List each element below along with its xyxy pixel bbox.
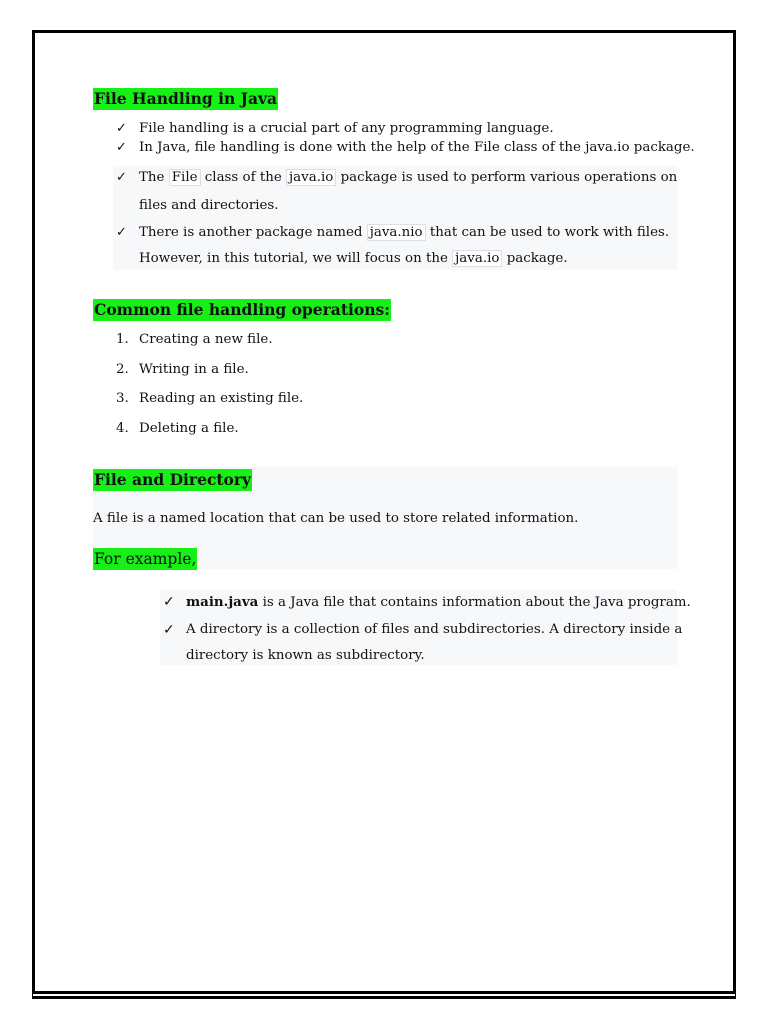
list-item: The File class of the java.io package is used to perform various operations on bbox=[139, 170, 678, 185]
paragraph: A file is a named location that can be used to store related information. bbox=[93, 511, 579, 526]
inline-code: java.io bbox=[286, 169, 336, 186]
checkmark-icon: ✓ bbox=[116, 170, 127, 185]
list-number: 4. bbox=[116, 421, 129, 436]
list-number: 2. bbox=[116, 362, 129, 377]
list-item: Reading an existing file. bbox=[139, 391, 304, 406]
checkmark-icon: ✓ bbox=[163, 622, 175, 638]
list-item: File handling is a crucial part of any programming language. bbox=[139, 121, 554, 136]
inline-code: File bbox=[169, 169, 201, 186]
list-item-continuation: files and directories. bbox=[139, 198, 279, 213]
list-item: Writing in a file. bbox=[139, 362, 249, 377]
list-item: Deleting a file. bbox=[139, 421, 239, 436]
list-item-continuation: However, in this tutorial, we will focus on the java.io package. bbox=[139, 251, 568, 266]
file-name: main.java bbox=[186, 594, 259, 610]
example-label: For example, bbox=[94, 550, 197, 568]
list-item: main.java is a Java file that contains information about the Java program. bbox=[186, 594, 691, 610]
list-number: 3. bbox=[116, 391, 129, 406]
list-item: In Java, file handling is done with the help of the File class of the java.io package. bbox=[139, 140, 695, 155]
list-item: There is another package named java.nio that can be used to work with files. bbox=[139, 225, 670, 240]
checkmark-icon: ✓ bbox=[116, 140, 127, 155]
inline-code: java.io bbox=[452, 250, 502, 267]
list-item: Creating a new file. bbox=[139, 332, 273, 347]
section-heading-file-handling: File Handling in Java bbox=[94, 89, 278, 108]
checkmark-icon: ✓ bbox=[116, 121, 127, 136]
checkmark-icon: ✓ bbox=[163, 594, 175, 610]
list-item-continuation: directory is known as subdirectory. bbox=[186, 648, 425, 663]
section-heading-file-directory: File and Directory bbox=[94, 470, 252, 489]
list-item: A directory is a collection of files and subdirectories. A directory inside a bbox=[186, 622, 683, 637]
list-number: 1. bbox=[116, 332, 129, 347]
checkmark-icon: ✓ bbox=[116, 225, 127, 240]
section-heading-operations: Common file handling operations: bbox=[94, 300, 390, 319]
inline-code: java.nio bbox=[367, 224, 426, 241]
